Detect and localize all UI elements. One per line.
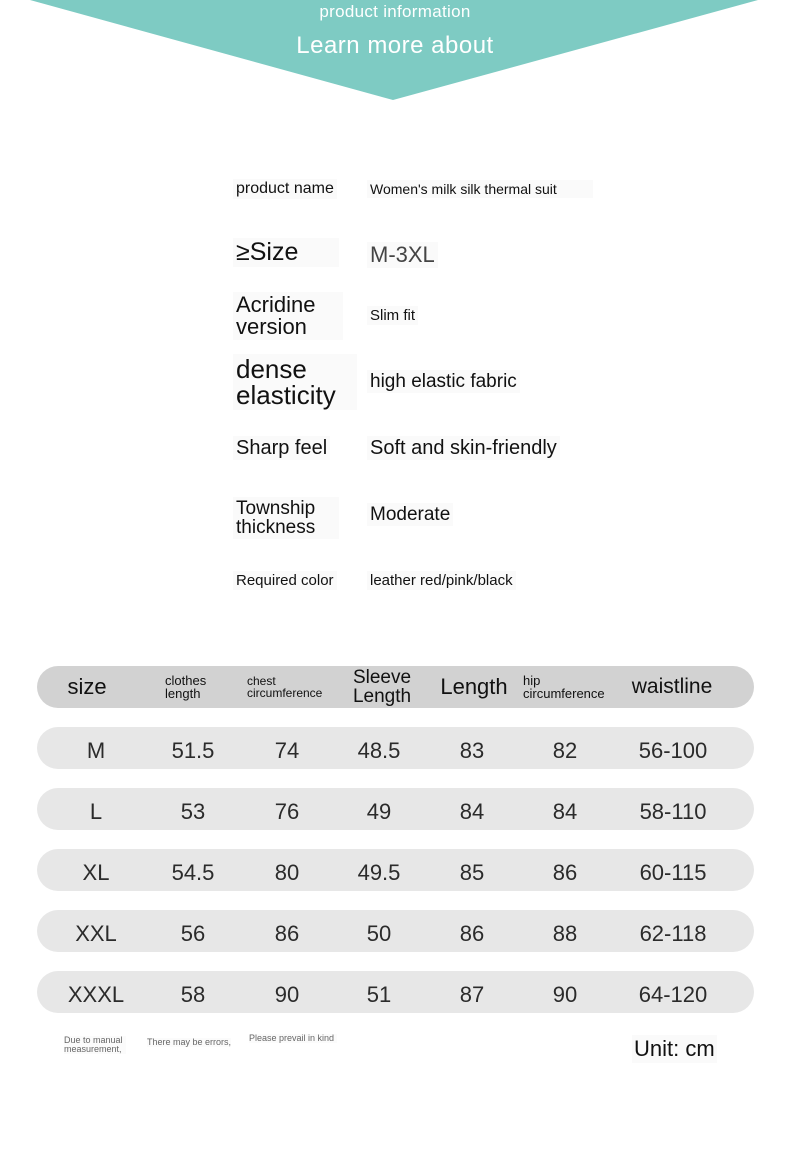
table-cell: XXXL [67, 982, 125, 1007]
table-cell: 53 [180, 799, 206, 824]
note-manual-measurement: Due to manual measurement, [64, 1036, 126, 1054]
table-cell: 74 [274, 738, 300, 763]
table-cell: 87 [459, 982, 485, 1007]
table-cell: 51 [366, 982, 392, 1007]
spec-value-size: M-3XL [367, 242, 438, 268]
spec-value-dense-elasticity: high elastic fabric [367, 370, 520, 393]
header-waistline: waistline [631, 675, 713, 698]
header-clothes-length: clothes length [165, 673, 207, 701]
table-cell: 64-120 [638, 982, 708, 1007]
size-table-header [37, 666, 754, 708]
spec-label-product-name: product name [233, 179, 337, 199]
spec-value-required-color: leather red/pink/black [367, 571, 516, 590]
size-table-row-xxxl [37, 971, 754, 1013]
banner-title: Learn more about [296, 32, 494, 59]
spec-value-township-thickness: Moderate [367, 503, 453, 526]
spec-label-required-color: Required color [233, 571, 337, 590]
spec-label-acridine-version: Acridine version [233, 292, 343, 340]
table-cell: XL [82, 860, 110, 885]
table-cell: 85 [459, 860, 485, 885]
note-prevail: Please prevail in kind [249, 1034, 337, 1043]
table-cell: L [89, 799, 103, 824]
size-table-row-m [37, 727, 754, 769]
table-cell: 90 [552, 982, 578, 1007]
table-cell: 80 [274, 860, 300, 885]
spec-value-acridine-version: Slim fit [367, 306, 418, 325]
table-cell: M [86, 738, 106, 763]
table-cell: XXL [75, 921, 117, 946]
header-chest-circumference: chest circumference [247, 674, 323, 700]
table-cell: 86 [274, 921, 300, 946]
table-cell: 84 [459, 799, 485, 824]
size-table-row-xxl [37, 910, 754, 952]
size-table-row-l [37, 788, 754, 830]
table-cell: 62-118 [639, 921, 707, 946]
header-length: Length [440, 674, 508, 699]
header-hip-circumference: hip circumference [523, 673, 605, 701]
table-cell: 83 [459, 738, 485, 763]
table-cell: 54.5 [171, 860, 215, 885]
size-table-row-xl [37, 849, 754, 891]
spec-label-sharp-feel: Sharp feel [233, 436, 330, 460]
table-cell: 49 [366, 799, 392, 824]
table-cell: 88 [552, 921, 578, 946]
header-size: size [67, 674, 107, 699]
table-cell: 48.5 [357, 738, 401, 763]
table-cell: 90 [274, 982, 300, 1007]
table-cell: 49.5 [357, 860, 401, 885]
table-cell: 58-110 [639, 799, 707, 824]
spec-value-sharp-feel: Soft and skin-friendly [367, 436, 560, 460]
unit-label: Unit: cm [634, 1036, 715, 1061]
table-cell: 82 [552, 738, 578, 763]
spec-value-product-name: Women's milk silk thermal suit [367, 180, 593, 198]
table-cell: 86 [459, 921, 485, 946]
banner-subtitle: product information [319, 2, 471, 21]
table-cell: 56-100 [638, 738, 708, 763]
table-cell: 50 [366, 921, 392, 946]
table-cell: 58 [180, 982, 206, 1007]
table-cell: 60-115 [639, 860, 707, 885]
table-cell: 76 [274, 799, 300, 824]
note-errors: There may be errors, [147, 1037, 232, 1047]
spec-label-dense-elasticity: dense elasticity [233, 354, 357, 410]
spec-label-township-thickness: Township thickness [233, 497, 339, 539]
table-cell: 84 [552, 799, 578, 824]
header-sleeve-length: Sleeve Length [352, 667, 412, 707]
spec-label-size: ≥Size [233, 238, 339, 267]
table-cell: 51.5 [171, 738, 215, 763]
table-cell: 86 [552, 860, 578, 885]
table-cell: 56 [180, 921, 206, 946]
